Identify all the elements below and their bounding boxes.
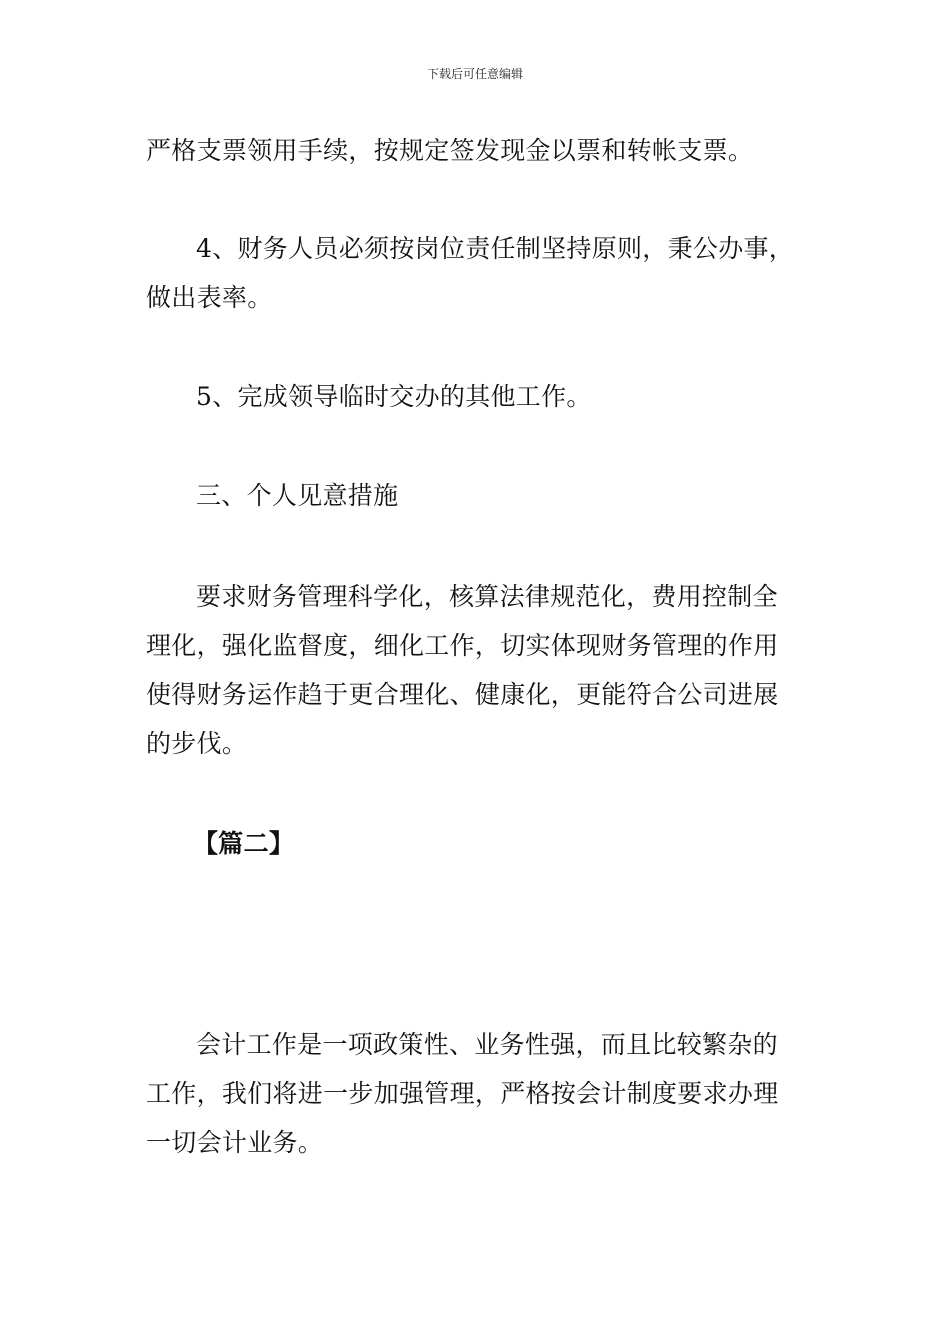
paragraph-line: 会计工作是一项政策性、业务性强，而且比较繁杂的 bbox=[196, 1030, 778, 1059]
paragraph-line: 要求财务管理科学化，核算法律规范化，费用控制全 bbox=[196, 582, 778, 611]
part-heading: 【篇二】 bbox=[193, 829, 295, 858]
paragraph-line: 严格支票领用手续，按规定签发现金以票和转帐支票。 bbox=[146, 136, 754, 165]
paragraph-line: 5、完成领导临时交办的其他工作。 bbox=[196, 382, 592, 411]
paragraph-line: 的步伐。 bbox=[146, 729, 248, 758]
page-header: 下载后可任意编辑 bbox=[426, 67, 523, 81]
section-heading: 三、个人见意措施 bbox=[196, 481, 399, 510]
paragraph-line: 使得财务运作趋于更合理化、健康化，更能符合公司进展 bbox=[146, 680, 779, 709]
paragraph-line: 做出表率。 bbox=[146, 283, 273, 312]
paragraph-line: 4、财务人员必须按岗位责任制坚持原则，秉公办事， bbox=[196, 234, 795, 263]
paragraph-line: 一切会计业务。 bbox=[146, 1128, 324, 1157]
paragraph-line: 理化，强化监督度，细化工作，切实体现财务管理的作用 bbox=[146, 631, 779, 660]
paragraph-line: 工作，我们将进一步加强管理，严格按会计制度要求办理 bbox=[146, 1079, 779, 1108]
